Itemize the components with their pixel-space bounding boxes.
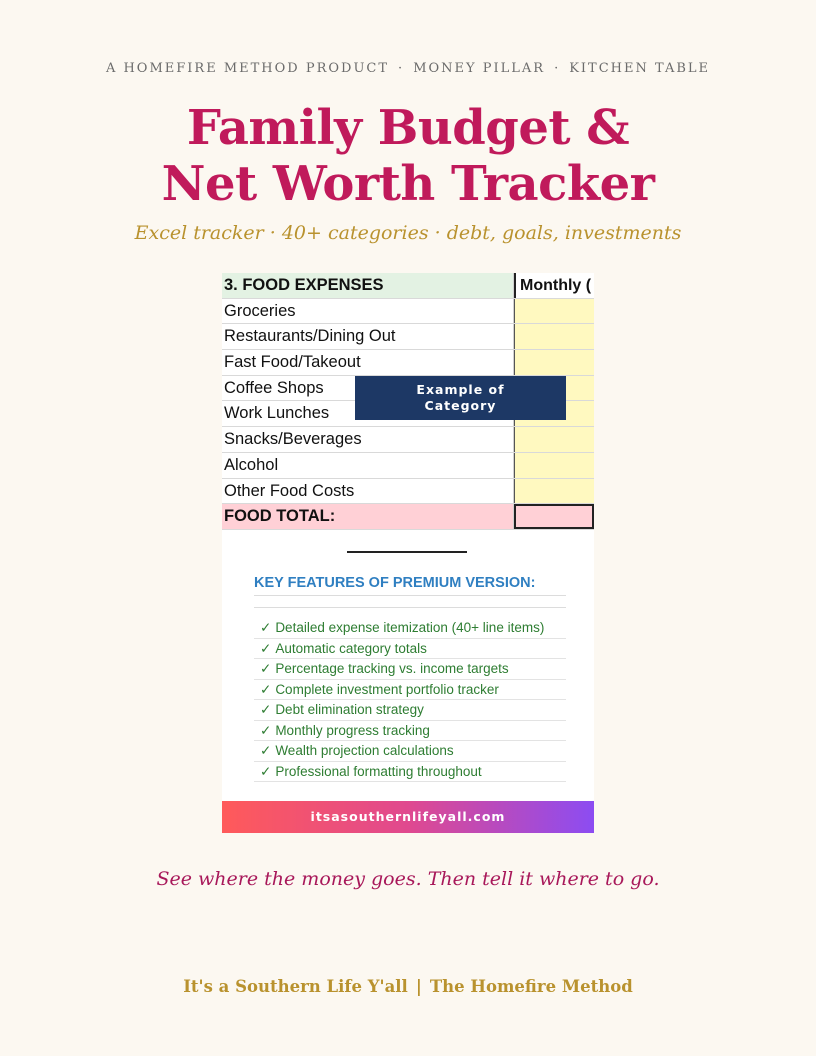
sheet-value-cell <box>514 324 594 349</box>
eyebrow-location: KITCHEN TABLE <box>569 61 711 76</box>
feature-text: Wealth projection calculations <box>275 743 454 758</box>
sheet-row-label: Other Food Costs <box>222 479 514 504</box>
sheet-value-cell <box>514 299 594 324</box>
feature-item <box>254 639 566 660</box>
divider <box>347 551 467 553</box>
check-icon: ✓ <box>260 640 272 656</box>
eyebrow-separator: · <box>398 61 405 76</box>
eyebrow-pillar: MONEY PILLAR <box>413 61 546 76</box>
sheet-total-row <box>222 504 594 530</box>
feature-text: Automatic category totals <box>275 640 427 656</box>
features-list <box>254 618 566 782</box>
sheet-value-cell <box>514 427 594 452</box>
footer-brand-2: The Homefire Method <box>429 977 633 996</box>
title-line-2: Net Worth Tracker <box>161 156 655 212</box>
feature-item <box>254 700 566 721</box>
sheet-row-label: Fast Food/Takeout <box>222 350 514 375</box>
eyebrow <box>0 61 816 76</box>
footer-brands <box>0 977 816 996</box>
badge-line-1: Example of <box>416 382 505 397</box>
feature-item <box>254 741 566 762</box>
feature-item <box>254 721 566 742</box>
check-icon: ✓ <box>260 763 272 779</box>
sheet-row-label: Snacks/Beverages <box>222 427 514 452</box>
check-icon: ✓ <box>260 722 272 738</box>
sheet-column-header: Monthly ( <box>514 273 594 298</box>
sheet-row <box>222 427 594 453</box>
sheet-value-cell <box>514 453 594 478</box>
sheet-row-label: Coffee Shops <box>222 376 514 401</box>
sheet-row <box>222 453 594 479</box>
eyebrow-separator: · <box>554 61 561 76</box>
feature-text: Detailed expense itemization (40+ line items) <box>275 620 545 635</box>
title-line-1: Family Budget & <box>186 100 630 156</box>
features-rule <box>254 595 566 596</box>
footer-separator: | <box>415 977 422 996</box>
footer-brand-1: It's a Southern Life Y'all <box>183 977 408 996</box>
feature-item <box>254 618 566 639</box>
feature-text: Complete investment portfolio tracker <box>275 681 499 697</box>
sheet-value-cell <box>514 479 594 504</box>
page-title <box>0 100 816 212</box>
feature-item <box>254 762 566 783</box>
tagline: See where the money goes. Then tell it where to go. <box>156 868 660 890</box>
check-icon: ✓ <box>260 702 272 717</box>
sheet-row <box>222 299 594 325</box>
sheet-value-cell <box>514 350 594 375</box>
sheet-section-title: 3. FOOD EXPENSES <box>222 273 514 298</box>
sheet-row <box>222 324 594 350</box>
feature-text: Monthly progress tracking <box>275 722 430 738</box>
feature-text: Professional formatting throughout <box>275 763 482 779</box>
sheet-row-label: Restaurants/Dining Out <box>222 324 514 349</box>
check-icon: ✓ <box>260 743 272 758</box>
features-rule <box>254 607 566 608</box>
check-icon: ✓ <box>260 681 272 697</box>
feature-item <box>254 659 566 680</box>
sheet-row <box>222 479 594 505</box>
badge-line-2: Category <box>424 398 497 413</box>
sheet-row-label: Groceries <box>222 299 514 324</box>
feature-text: Debt elimination strategy <box>275 702 424 717</box>
check-icon: ✓ <box>260 620 272 635</box>
check-icon: ✓ <box>260 661 272 676</box>
feature-item <box>254 680 566 701</box>
sheet-total-label: FOOD TOTAL: <box>222 504 514 529</box>
features-title: KEY FEATURES OF PREMIUM VERSION: <box>254 575 536 591</box>
sheet-total-cell <box>514 504 594 529</box>
sheet-row-label: Work Lunches <box>222 401 514 426</box>
product-preview-image <box>222 273 594 833</box>
feature-text: Percentage tracking vs. income targets <box>275 661 509 676</box>
sheet-row-label: Alcohol <box>222 453 514 478</box>
sheet-header-row <box>222 273 594 299</box>
site-url-banner: itsasouthernlifeyall.com <box>222 801 594 833</box>
page-subtitle: Excel tracker · 40+ categories · debt, goals, investments <box>134 222 682 244</box>
example-category-badge <box>355 376 566 420</box>
sheet-row <box>222 350 594 376</box>
eyebrow-product: A HOMEFIRE METHOD PRODUCT <box>105 61 390 76</box>
